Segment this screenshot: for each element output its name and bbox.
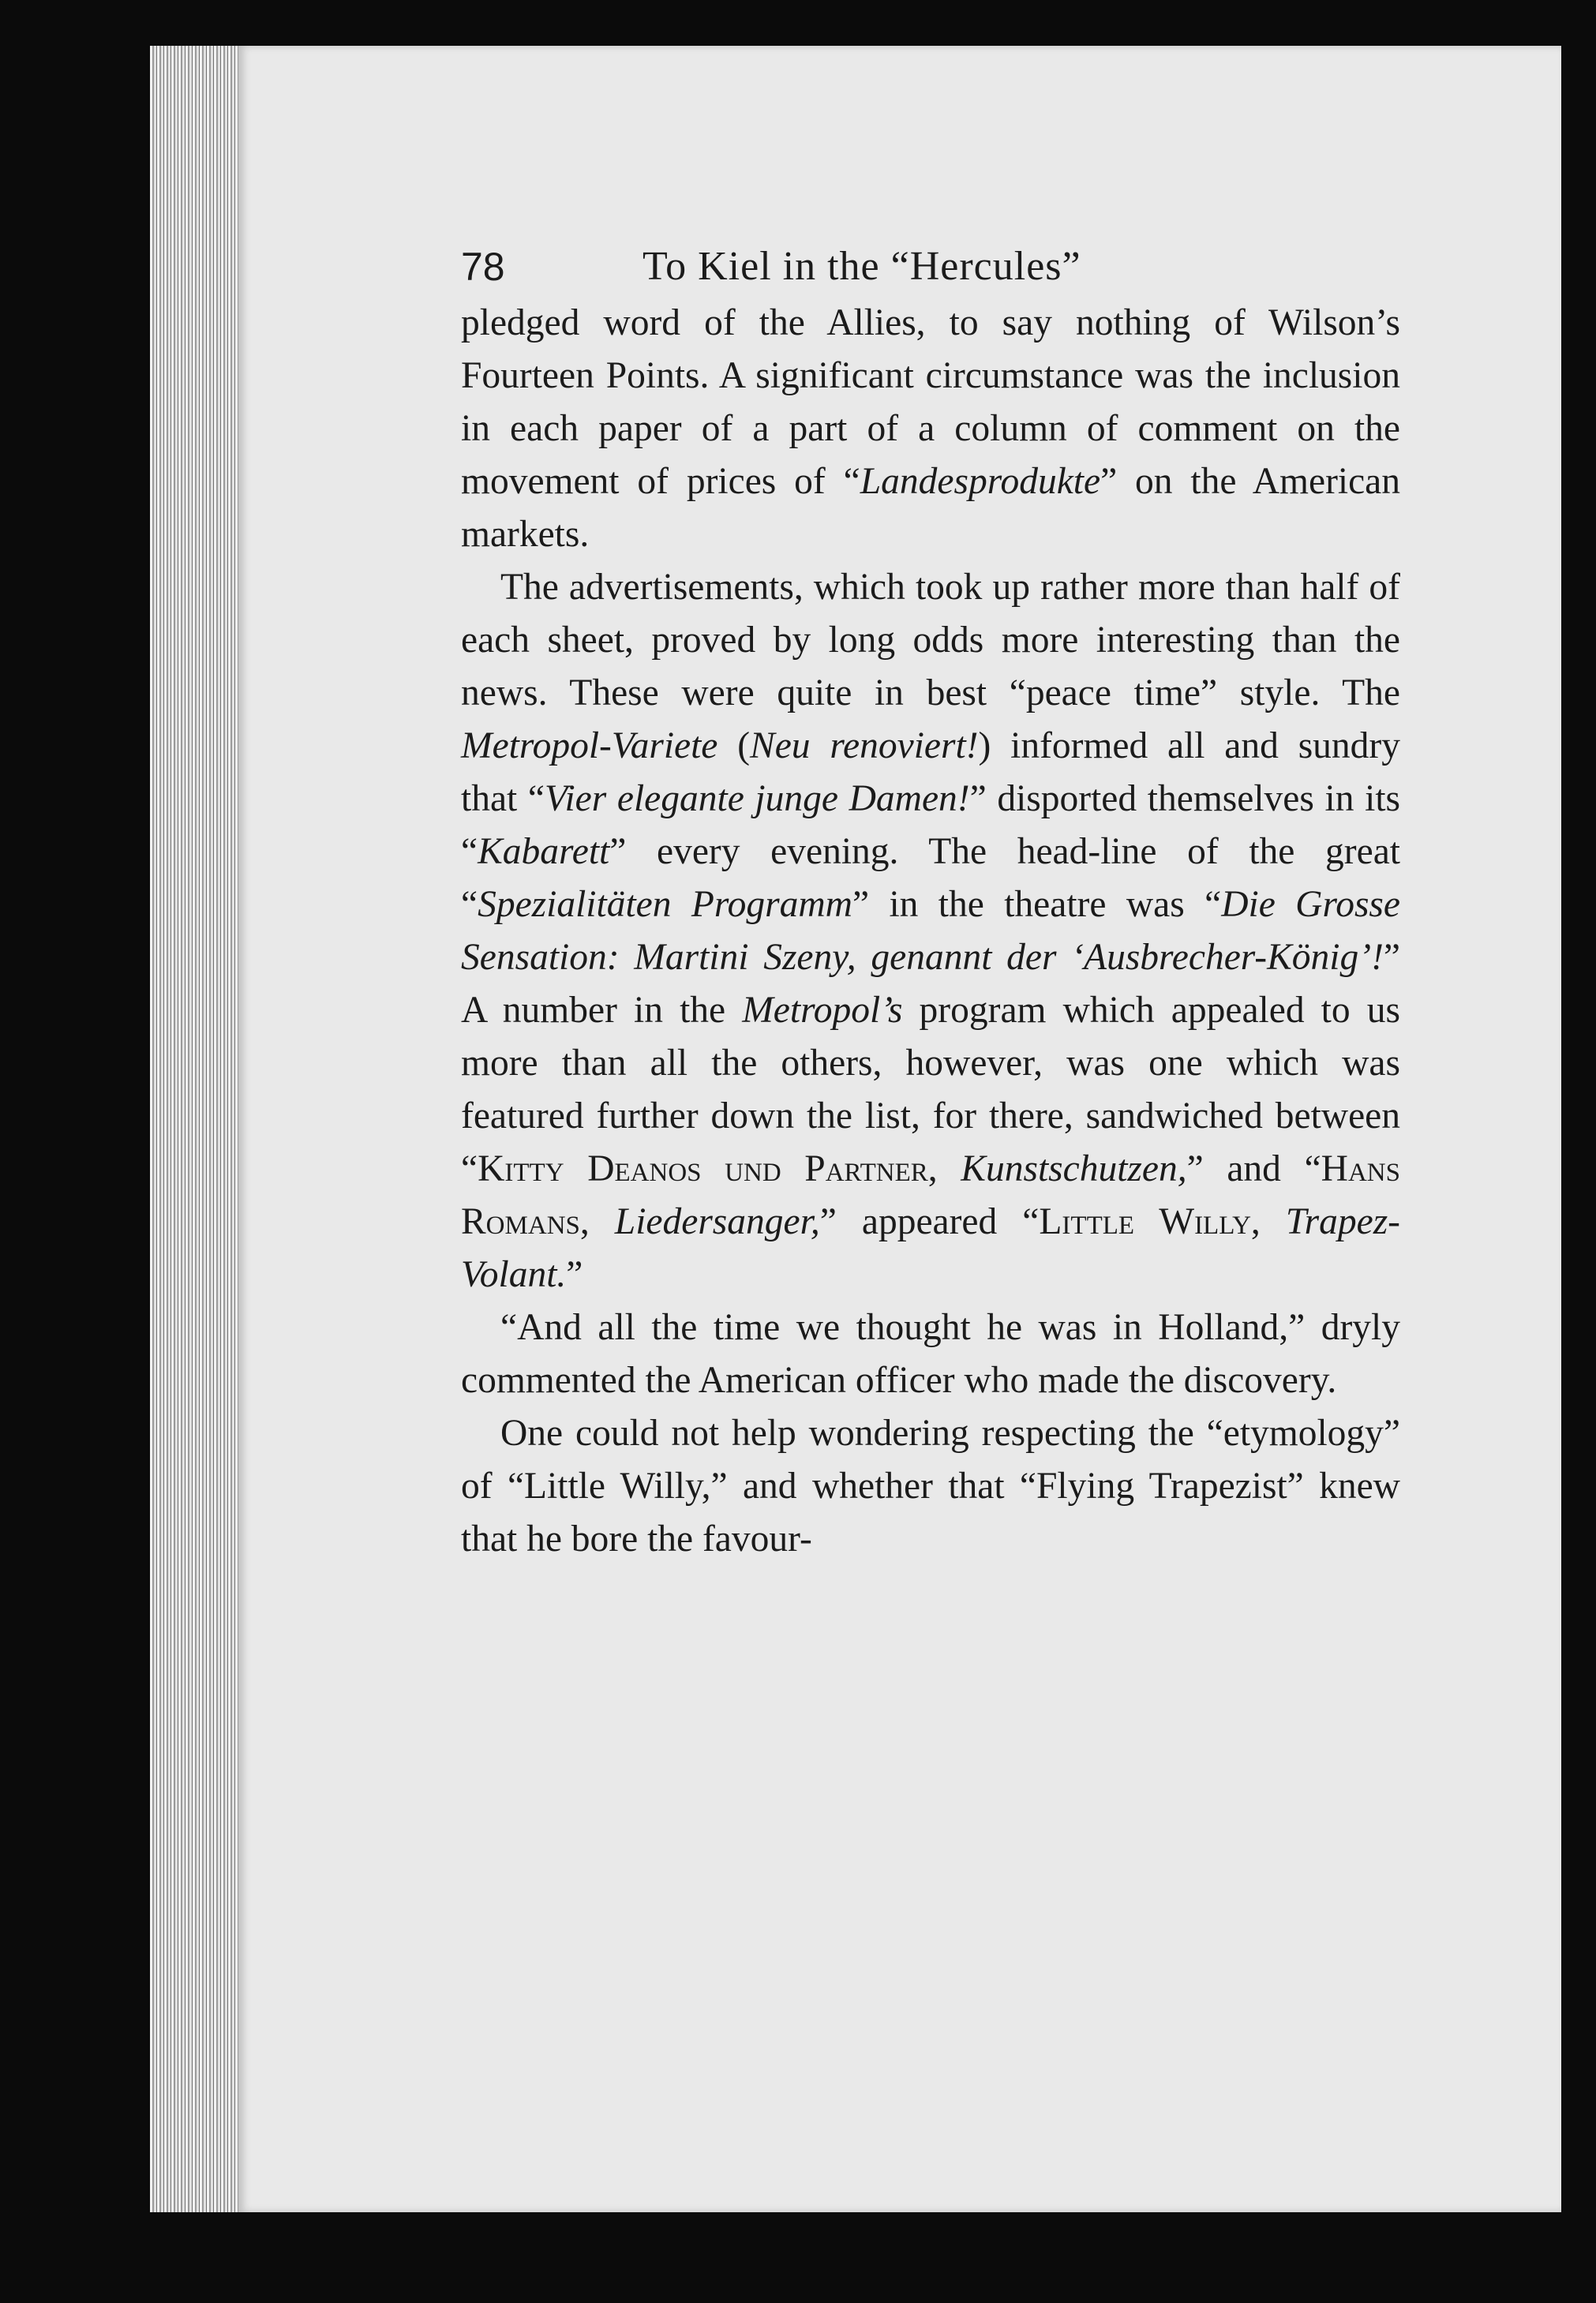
italic-text: Metropol-Variete: [461, 725, 718, 766]
italic-text: Landesprodukte: [860, 461, 1101, 502]
text-run: ,: [927, 1148, 961, 1189]
text-run: ” disported themselves in its “: [461, 778, 1400, 872]
text-run: One could not help wondering respecting the “etymology” of “Little Willy,” and whether that “Flying Trapezist” knew that he bore the favour-: [461, 1413, 1400, 1560]
small-caps-text: Little Willy: [1039, 1201, 1251, 1242]
text-run: ” on the American markets.: [461, 461, 1401, 555]
italic-text: Liedersanger,: [614, 1201, 820, 1242]
text-run: ” appeared “: [819, 1201, 1040, 1242]
running-title: To Kiel in the “Hercules”: [643, 244, 1081, 289]
text-run: ” in the theatre was “: [852, 884, 1222, 925]
body-text: [461, 297, 1400, 1566]
text-run: program which appealed to us more than all the others, however, was one which was featured further down the list, for there, sandwiched between “: [461, 990, 1400, 1189]
text-run: ) informed all and sundry that “: [461, 725, 1400, 819]
italic-text: Trapez-Volant.: [461, 1201, 1400, 1295]
italic-text: Vier elegante junge Damen!: [544, 778, 970, 819]
italic-text: Kunstschutzen,: [961, 1148, 1187, 1189]
text-run: ,: [579, 1201, 615, 1242]
text-run: (: [717, 725, 751, 766]
italic-text: Die Grosse Sensation: Martini Szeny, genannt der ‘Ausbrecher-König’!: [461, 884, 1400, 978]
text-run: pledged word of the Allies, to say nothing of Wilson’s Fourteen Points. A significant circumstance was the inclusion in each paper of a part of a column of comment on the movement of prices of “: [461, 302, 1400, 502]
small-caps-text: Kitty Deanos und Partner: [478, 1148, 928, 1189]
text-run: ” A number in the: [461, 937, 1400, 1031]
small-caps-text: Hans Romans: [461, 1148, 1400, 1242]
book-page: [238, 46, 1561, 2212]
paragraph: [461, 1301, 1400, 1407]
paragraph: [461, 297, 1400, 561]
paragraph: [461, 561, 1400, 1301]
text-run: ” every evening. The head-line of the great “: [461, 831, 1400, 925]
text-run: The advertisements, which took up rather more than half of each sheet, proved by long odds more interesting than the news. These were quite in best “peace time” style. The: [461, 567, 1400, 713]
page-number: 78: [461, 245, 505, 289]
text-run: “And all the time we thought he was in Holland,” dryly commented the American officer who made the discovery.: [461, 1307, 1400, 1401]
italic-text: Kabarett: [478, 831, 610, 872]
italic-text: Neu renoviert!: [750, 725, 979, 766]
text-run: ”: [566, 1254, 583, 1295]
running-head: [461, 235, 1400, 298]
book-page-edges: [150, 46, 245, 2212]
italic-text: Metropol’s: [742, 990, 903, 1031]
text-run: ” and “: [1186, 1148, 1321, 1189]
text-run: ,: [1250, 1201, 1286, 1242]
paragraph: [461, 1407, 1400, 1566]
italic-text: Spezialitäten Programm: [478, 884, 852, 925]
text-block: [461, 235, 1400, 1566]
